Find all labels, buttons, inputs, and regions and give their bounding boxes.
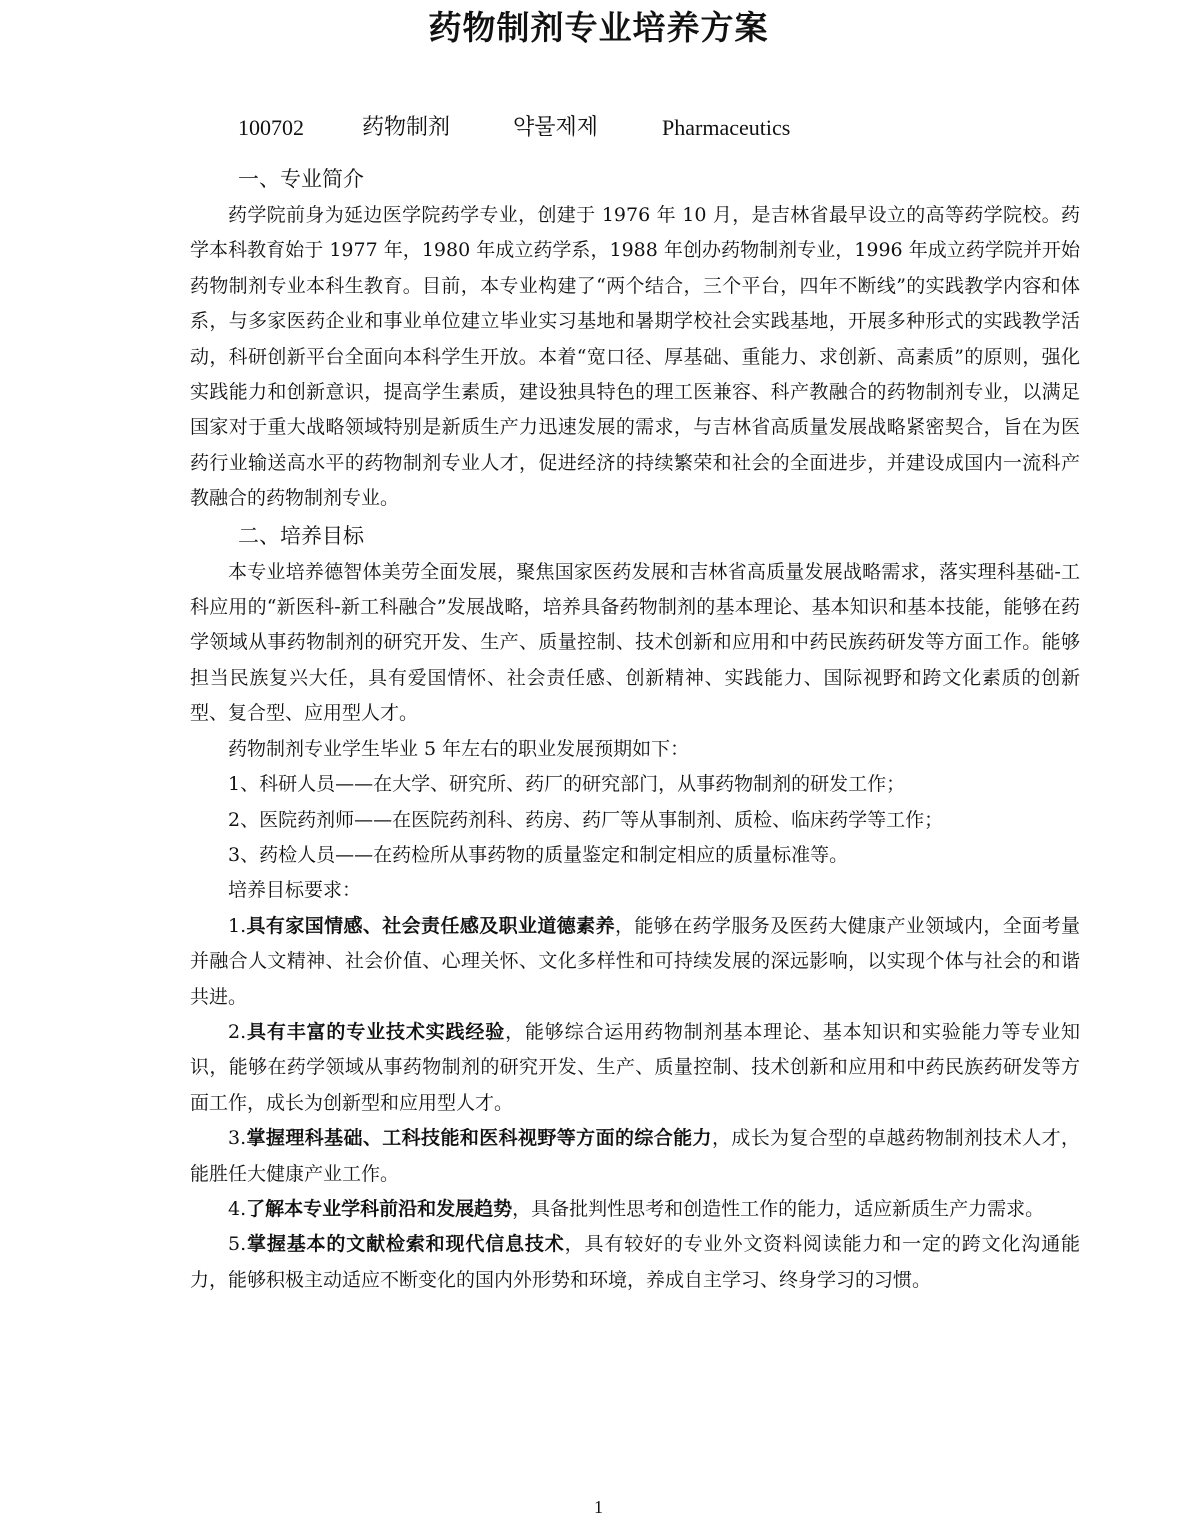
requirement-number: 4.: [228, 1197, 247, 1220]
requirement-number: 2.: [228, 1020, 247, 1043]
introduction-paragraph: 药学院前身为延边医学院药学专业，创建于 1976 年 10 月，是吉林省最早设立的高等药学院校。药学本科教育始于 1977 年，1980 年成立药学系，1988 年创办药物制剂专业，1996 年成立药学院并开始药物制剂专业本科生教育。目前，本专业构建了“两个结合，三个平台，四年不断线”的实践教学内容和体系，与多家医药企业和事业单位建立毕业实习基地和暑期学校社会实践基地，开展多种形式的实践教学活动，科研创新平台全面向本科学生开放。本着“宽口径、厚基础、重能力、求创新、高素质”的原则，强化实践能力和创新意识，提高学生素质，建设独具特色的理工医兼容、科产教融合的药物制剂专业，以满足国家对于重大战略领域特别是新质生产力迅速发展的需求，与吉林省高质量发展战略紧密契合，旨在为医药行业输送高水平的药物制剂专业人才，促进经济的持续繁荣和社会的全面进步，并建设成国内一流科产教融合的药物制剂专业。: [190, 204, 1080, 510]
career-item: 2、医院药剂师——在医院药剂科、药房、药厂等从事制剂、质检、临床药学等工作；: [228, 808, 944, 831]
career-intro: 药物制剂专业学生毕业 5 年左右的职业发展预期如下：: [228, 737, 690, 760]
major-code-row: [0, 110, 1197, 146]
requirement-item: [190, 1121, 1080, 1192]
requirement-item: [190, 1192, 1080, 1227]
requirement-emphasis: 掌握基本的文献检索和现代信息技术: [246, 1233, 565, 1256]
requirement-text: ，能够综合运用药物制剂基本理论、基本知识和实验能力等专业知识，能够在药学领域从事药物制剂的研究开发、生产、质量控制、技术创新和应用和中药民族药研发等方面工作，成长为创新型和应用型人才。: [190, 1020, 1080, 1114]
requirement-emphasis: 掌握理科基础、工科技能和医科视野等方面的综合能力: [246, 1127, 712, 1150]
requirement-emphasis: 具有家国情感、社会责任感及职业道德素养: [246, 914, 615, 937]
requirement-text: ，具有较好的专业外文资料阅读能力和一定的跨文化沟通能力，能够积极主动适应不断变化的国内外形势和环境，养成自主学习、终身学习的习惯。: [190, 1233, 1080, 1291]
requirements-intro: 培养目标要求：: [228, 879, 362, 902]
major-name-english: Pharmaceutics: [662, 115, 791, 140]
major-name-korean: 약물제제: [513, 115, 599, 140]
career-item: 3、药检人员——在药检所从事药物的质量鉴定和制定相应的质量标准等。: [228, 843, 849, 866]
requirement-text: ，能够在药学服务及医药大健康产业领域内，全面考量并融合人文精神、社会价值、心理关怀、文化多样性和可持续发展的深远影响，以实现个体与社会的和谐共进。: [190, 914, 1080, 1008]
requirement-emphasis: 了解本专业学科前沿和发展趋势: [246, 1197, 513, 1220]
requirement-item: [190, 1015, 1080, 1121]
page-number: 1: [594, 1497, 603, 1517]
major-name-chinese: 药物制剂: [362, 115, 451, 140]
section-heading-objectives: 二、培养目标: [238, 523, 364, 548]
requirement-text: ，具备批判性思考和创造性工作的能力，适应新质生产力需求。: [512, 1197, 1045, 1220]
requirement-item: [190, 1227, 1080, 1298]
requirement-item: [190, 909, 1080, 1015]
document-body: [190, 160, 1080, 1298]
requirement-number: 3.: [228, 1127, 247, 1150]
major-code: 100702: [238, 115, 304, 140]
requirement-number: 5.: [228, 1233, 247, 1256]
requirement-emphasis: 具有丰富的专业技术实践经验: [246, 1020, 506, 1043]
career-item: 1、科研人员——在大学、研究所、药厂的研究部门，从事药物制剂的研发工作；: [228, 773, 906, 796]
requirement-number: 1.: [228, 914, 247, 937]
objectives-paragraph: 本专业培养德智体美劳全面发展，聚焦国家医药发展和吉林省高质量发展战略需求，落实理科基础-工科应用的“新医科-新工科融合”发展战略，培养具备药物制剂的基本理论、基本知识和基本技能，能够在药学领域从事药物制剂的研究开发、生产、质量控制、技术创新和应用和中药民族药研发等方面工作。能够担当民族复兴大任，具有爱国情怀、社会责任感、创新精神、实践能力、国际视野和跨文化素质的创新型、复合型、应用型人才。: [190, 560, 1080, 725]
section-heading-introduction: 一、专业简介: [238, 167, 364, 191]
requirement-text: ，成长为复合型的卓越药物制剂技术人才，能胜任大健康产业工作。: [190, 1127, 1080, 1185]
document-title: 药物制剂专业培养方案: [428, 8, 769, 47]
